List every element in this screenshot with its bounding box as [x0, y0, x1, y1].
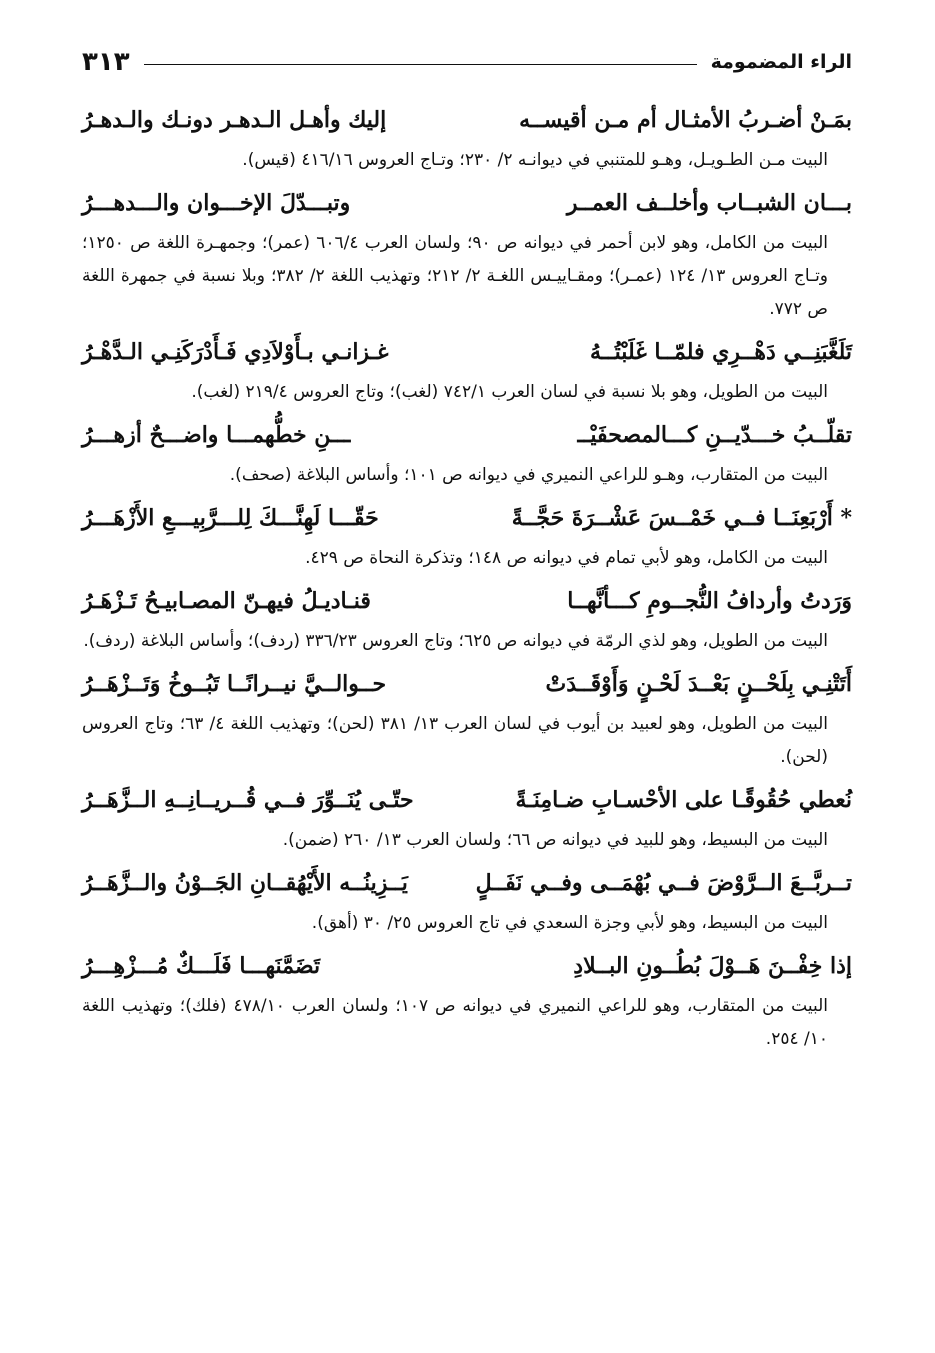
first-hemistich: إذا خِفْــنَ هَــوْلَ بُطُــونِ البــلادِ [573, 953, 852, 979]
first-hemistich: * أَرْبَعِنَــا فــي خَمْــسَ عَشْــرَةَ حَجَّــةً [511, 505, 852, 531]
second-hemistich: وتبـــدّلَ الإخـــوان والـــدهـــرُ [82, 190, 351, 216]
verse-line [82, 944, 852, 990]
verse-line [82, 778, 852, 824]
verse-line [82, 861, 852, 907]
verse-entry [82, 662, 852, 774]
second-hemistich: تَضَمَّنَهـــا فَلَـــكٌ مُـــزْهِـــرُ [82, 953, 321, 979]
first-hemistich: أَتَتْنِـي بِلَحْــنٍ بَعْــدَ لَحْـنٍ وَأَوْقَــدَتْ [545, 671, 852, 697]
second-hemistich: حتّـى يُنَــوِّرَ فــي قُــريــانِــهِ الــزَّهَــرُ [82, 787, 414, 813]
second-hemistich: يَــزِينُــه الأَيْهُقــانِ الجَــوْنُ والــزَّهَــرُ [82, 870, 408, 896]
source-note: البيت من الطويل، وهو لعبيد بن أيوب في لسان العرب ١٣/ ٣٨١ (لحن)؛ وتهذيب اللغة ٤/ ٦٣؛ وتاج العروس (لحن). [82, 714, 828, 767]
verse-entry [82, 861, 852, 940]
source-note: البيت من البسيط، وهو للبيد في ديوانه ص ٦٦؛ ولسان العرب ١٣/ ٢٦٠ (ضمن). [282, 830, 828, 850]
second-hemistich: غـزانـي بـأَوْلاَدِي فَـأَدْرَكَنِـي الـدَّهْـرُ [82, 339, 389, 365]
verse-line [82, 662, 852, 708]
verse-entry [82, 330, 852, 409]
verse-line [82, 330, 852, 376]
second-hemistich: ـــنِ خطُّهمـــا واضـــحٌ أزهـــرُ [82, 422, 351, 448]
verse-entry [82, 181, 852, 326]
page-number: ٣١٣ [82, 47, 130, 77]
first-hemistich: تــربَّــعَ الــرَّوْضَ فــي بُهْمَــى وفــي نَفَــلٍ [475, 870, 852, 896]
verse-entries [82, 98, 852, 1060]
first-hemistich: وَرَدتُ وأردافُ النُّجــومِ كـــأنَّهــا [567, 588, 852, 614]
source-note: البيت من المتقارب، وهـو للراعي النميري في ديوانه ص ١٠١؛ وأساس البلاغة (صحف). [229, 465, 828, 485]
running-title: الراء المضمومة [710, 51, 852, 73]
header-rule [144, 64, 697, 65]
first-hemistich: تَلَغَّبَنِــي دَهْــرِي فلمّــا غَلَبْتُــهُ [589, 339, 852, 365]
source-note: البيت من الطويل، وهو لذي الرمّة في ديوانه ص ٦٢٥؛ وتاج العروس ٣٣٦/٢٣ (ردف)؛ وأساس البلاغة (ردف). [83, 631, 828, 651]
source-note: البيت من الكامل، وهو لأبي تمام في ديوانه ص ١٤٨؛ وتذكرة النحاة ص ٤٢٩. [305, 548, 828, 568]
source-note: البيت من الطويل، وهو بلا نسبة في لسان العرب ٧٤٢/١ (لغب)؛ وتاج العروس ٢١٩/٤ (لغب). [191, 382, 828, 402]
verse-line [82, 98, 852, 144]
page-header [82, 44, 852, 80]
verse-line [82, 413, 852, 459]
verse-line [82, 181, 852, 227]
verse-entry [82, 944, 852, 1056]
second-hemistich: قنـاديـلُ فيهـنّ المصـابيـحُ تَـزْهَـرُ [82, 588, 371, 614]
verse-entry [82, 413, 852, 492]
verse-entry [82, 496, 852, 575]
second-hemistich: حَقّـــا لَهِنَّـــكَ لِلـــرَّبِيـــعِ الأَزْهَـــرُ [82, 505, 379, 531]
verse-entry [82, 579, 852, 658]
first-hemistich: بـــان الشبــاب وأخلــف العمــر [566, 190, 852, 216]
verse-entry [82, 98, 852, 177]
verse-line [82, 579, 852, 625]
second-hemistich: إليك وأهـل الـدهـر دونـك والـدهـرُ [82, 107, 387, 133]
first-hemistich: تقلّــبُ خـــدّيــنِ كـــالمصحفَيْــ [577, 422, 852, 448]
source-note: البيت من البسيط، وهو لأبي وجزة السعدي في تاج العروس ٢٥/ ٣٠ (أهق). [311, 913, 828, 933]
source-note: البيت من المتقارب، وهو للراعي النميري في ديوانه ص ١٠٧؛ ولسان العرب ٤٧٨/١٠ (فلك)؛ وتهذيب اللغة ١٠/ ٢٥٤. [82, 996, 828, 1049]
verse-entry [82, 778, 852, 857]
first-hemistich: بمَـنْ أضـربُ الأمثـال أم مـن أقيســه [519, 107, 852, 133]
second-hemistich: حــوالــيَّ نيــرانًــا تَبُــوخُ وَتَــزْهَــرُ [82, 671, 387, 697]
source-note: البيت مـن الطـويـل، وهـو للمتنبي في ديوانـه ٢/ ٢٣٠؛ وتـاج العروس ٤١٦/١٦ (قيس). [242, 150, 828, 170]
first-hemistich: نُعطي حُقُوقًـا على الأحْسـابِ ضـامِنَـةً [515, 787, 852, 813]
verse-line [82, 496, 852, 542]
source-note: البيت من الكامل، وهو لابن أحمر في ديوانه ص ٩٠؛ ولسان العرب ٦٠٦/٤ (عمر)؛ وجمهـرة اللغة ص ١٢٥٠؛ وتـاج العروس ١٣/ ١٢٤ (عمـر)؛ ومقـاييـس اللغـة ٢/ ٢١٢؛ وتهذيب اللغة ٢/ ٣٨٢؛ وبلا نسبة في جمهرة اللغة ص ٧٧٢. [82, 233, 829, 319]
